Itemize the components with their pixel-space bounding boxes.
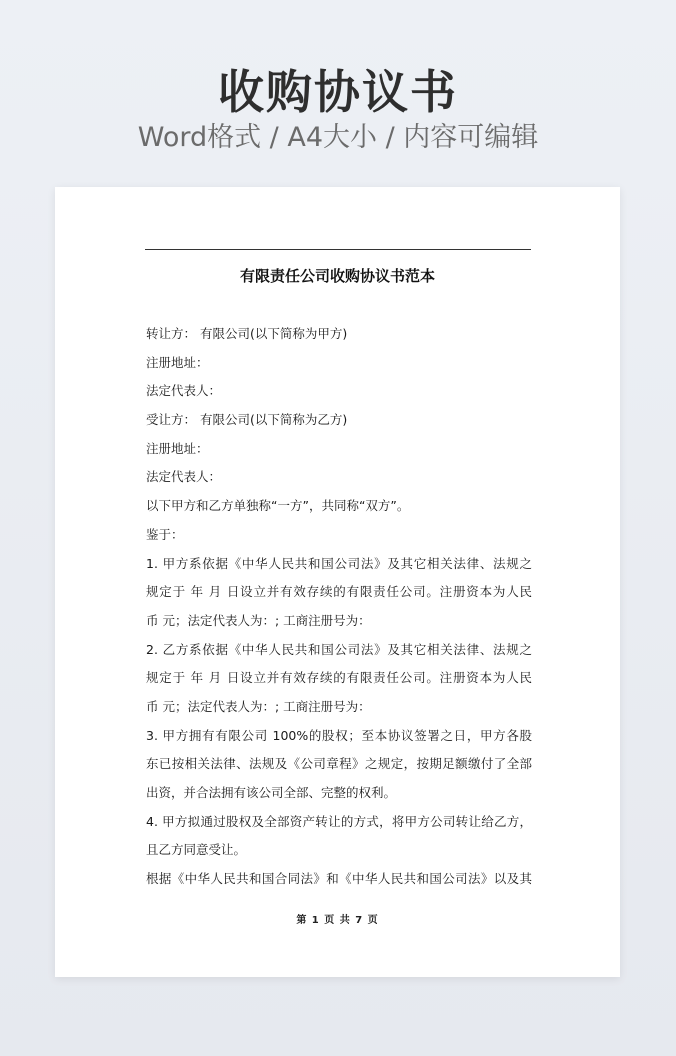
paragraph-line: 2. 乙方系依据《中华人民共和国公司法》及其它相关法律、法规之	[146, 641, 532, 657]
paragraph-line: 法定代表人：	[146, 383, 222, 399]
paragraph-line: 3. 甲方拥有有限公司 100%的股权；至本协议签署之日，甲方各股	[146, 727, 532, 743]
paragraph-line: 注册地址：	[146, 354, 209, 370]
paragraph-line: 转让方： 有限公司(以下简称为甲方)	[146, 326, 348, 341]
paragraph-line: 以下甲方和乙方单独称“一方”，共同称“双方”。	[146, 498, 410, 514]
paragraph-line: 东已按相关法律、法规及《公司章程》之规定，按期足额缴付了全部	[146, 756, 532, 772]
document-title: 有限责任公司收购协议书范本	[239, 267, 435, 285]
paragraph-line: 出资，并合法拥有该公司全部、完整的权利。	[146, 785, 397, 800]
paragraph-line: 规定于 年 月 日设立并有效存续的有限责任公司。注册资本为人民	[146, 584, 532, 600]
paragraph-line: 且乙方同意受让。	[146, 842, 247, 858]
paragraph-line: 受让方： 有限公司(以下简称为乙方)	[146, 412, 348, 428]
banner-title: 收购协议书	[218, 65, 458, 119]
paragraph-line: 法定代表人：	[146, 469, 222, 485]
paragraph-line: 注册地址：	[146, 440, 209, 456]
paragraph-line: 1. 甲方系依据《中华人民共和国公司法》及其它相关法律、法规之	[146, 555, 532, 571]
paragraph-line: 币 元；法定代表人为：; 工商注册号为：	[146, 612, 371, 628]
paragraph-line: 4. 甲方拟通过股权及全部资产转让的方式，将甲方公司转让给乙方，	[146, 813, 532, 829]
document-body	[146, 320, 532, 894]
page-number: 第 1 页 共 7 页	[296, 915, 379, 926]
paragraph-line: 鉴于：	[146, 526, 184, 542]
paragraph-line: 规定于 年 月 日设立并有效存续的有限责任公司。注册资本为人民	[146, 670, 532, 686]
document-page	[55, 187, 620, 977]
paragraph-line: 币 元；法定代表人为：; 工商注册号为：	[146, 698, 371, 714]
paragraph-line: 根据《中华人民共和国合同法》和《中华人民共和国公司法》以及其	[146, 871, 532, 887]
banner-subtitle: Word格式 / A4大小 / 内容可编辑	[137, 122, 539, 153]
header-rule	[145, 249, 531, 250]
